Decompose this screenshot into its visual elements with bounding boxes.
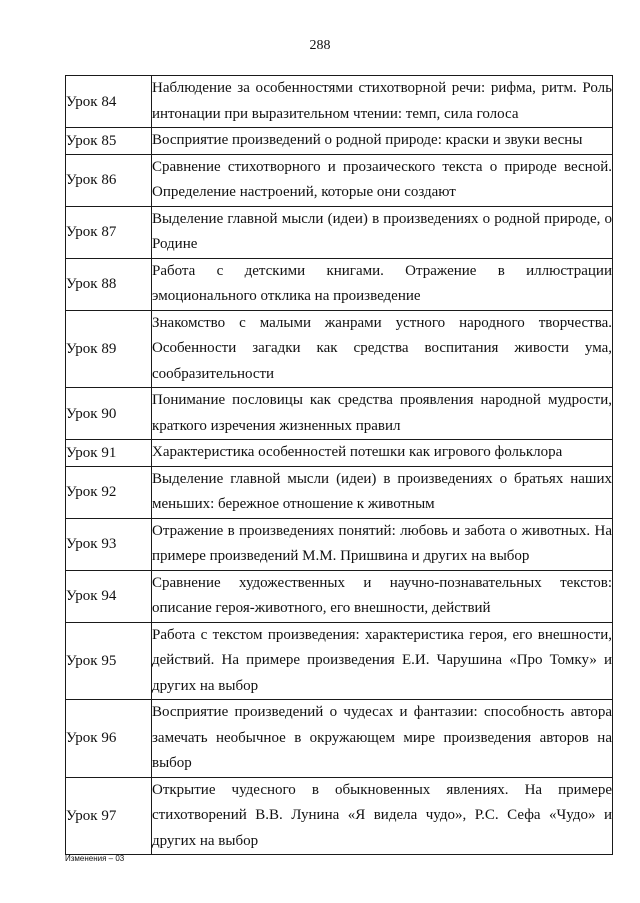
lesson-description: Выделение главной мысли (идеи) в произведениях о братьях наших меньших: бережное отношение к животным (152, 466, 613, 518)
table-row (66, 466, 613, 518)
lesson-description: Знакомство с малыми жанрами устного народного творчества. Особенности загадки как средства воспитания живости ума, сообразительности (152, 310, 613, 388)
lesson-description: Открытие чудесного в обыкновенных явлениях. На примере стихотворений В.В. Лунина «Я видела чудо», Р.С. Сефа «Чудо» и других на выбор (152, 777, 613, 855)
lesson-number: Урок 92 (66, 466, 152, 518)
page-number: 288 (309, 38, 331, 53)
table-row (66, 154, 613, 206)
lesson-number: Урок 97 (66, 777, 152, 855)
lesson-description: Характеристика особенностей потешки как игрового фольклора (152, 440, 613, 467)
lesson-number: Урок 85 (66, 128, 152, 155)
lesson-description: Сравнение стихотворного и прозаического текста о природе весной. Определение настроений, которые они создают (152, 154, 613, 206)
table-row (66, 518, 613, 570)
lesson-number: Урок 89 (66, 310, 152, 388)
lesson-number: Урок 95 (66, 622, 152, 700)
lesson-description: Выделение главной мысли (идеи) в произведениях о родной природе, о Родине (152, 206, 613, 258)
lesson-description: Отражение в произведениях понятий: любовь и забота о животных. На примере произведений М.М. Пришвина и других на выбор (152, 518, 613, 570)
lesson-description: Сравнение художественных и научно-познавательных текстов: описание героя-животного, его внешности, действий (152, 570, 613, 622)
lesson-number: Урок 88 (66, 258, 152, 310)
lessons-table (65, 75, 613, 855)
lesson-number: Урок 96 (66, 700, 152, 778)
table-row (66, 128, 613, 155)
lesson-number: Урок 86 (66, 154, 152, 206)
lesson-description: Наблюдение за особенностями стихотворной речи: рифма, ритм. Роль интонации при выразительном чтении: темп, сила голоса (152, 76, 613, 128)
lesson-number: Урок 93 (66, 518, 152, 570)
table-row (66, 440, 613, 467)
table-row (66, 622, 613, 700)
lesson-number: Урок 90 (66, 388, 152, 440)
page-footer: Изменения – 03 (65, 854, 125, 863)
lesson-description: Работа с текстом произведения: характеристика героя, его внешности, действий. На примере произведения Е.И. Чарушина «Про Томку» и других на выбор (152, 622, 613, 700)
lesson-description: Понимание пословицы как средства проявления народной мудрости, краткого изречения жизненных правил (152, 388, 613, 440)
table-row (66, 310, 613, 388)
lesson-description: Работа с детскими книгами. Отражение в иллюстрации эмоционального отклика на произведение (152, 258, 613, 310)
table-row (66, 388, 613, 440)
lesson-number: Урок 87 (66, 206, 152, 258)
table-row (66, 258, 613, 310)
table-row (66, 777, 613, 855)
lesson-number: Урок 94 (66, 570, 152, 622)
table-row (66, 570, 613, 622)
lesson-description: Восприятие произведений о чудесах и фантазии: способность автора замечать необычное в окружающем мире произведения авторов на выбор (152, 700, 613, 778)
table-row (66, 206, 613, 258)
lesson-description: Восприятие произведений о родной природе: краски и звуки весны (152, 128, 613, 155)
table-row (66, 700, 613, 778)
lesson-number: Урок 91 (66, 440, 152, 467)
lesson-number: Урок 84 (66, 76, 152, 128)
table-row (66, 76, 613, 128)
